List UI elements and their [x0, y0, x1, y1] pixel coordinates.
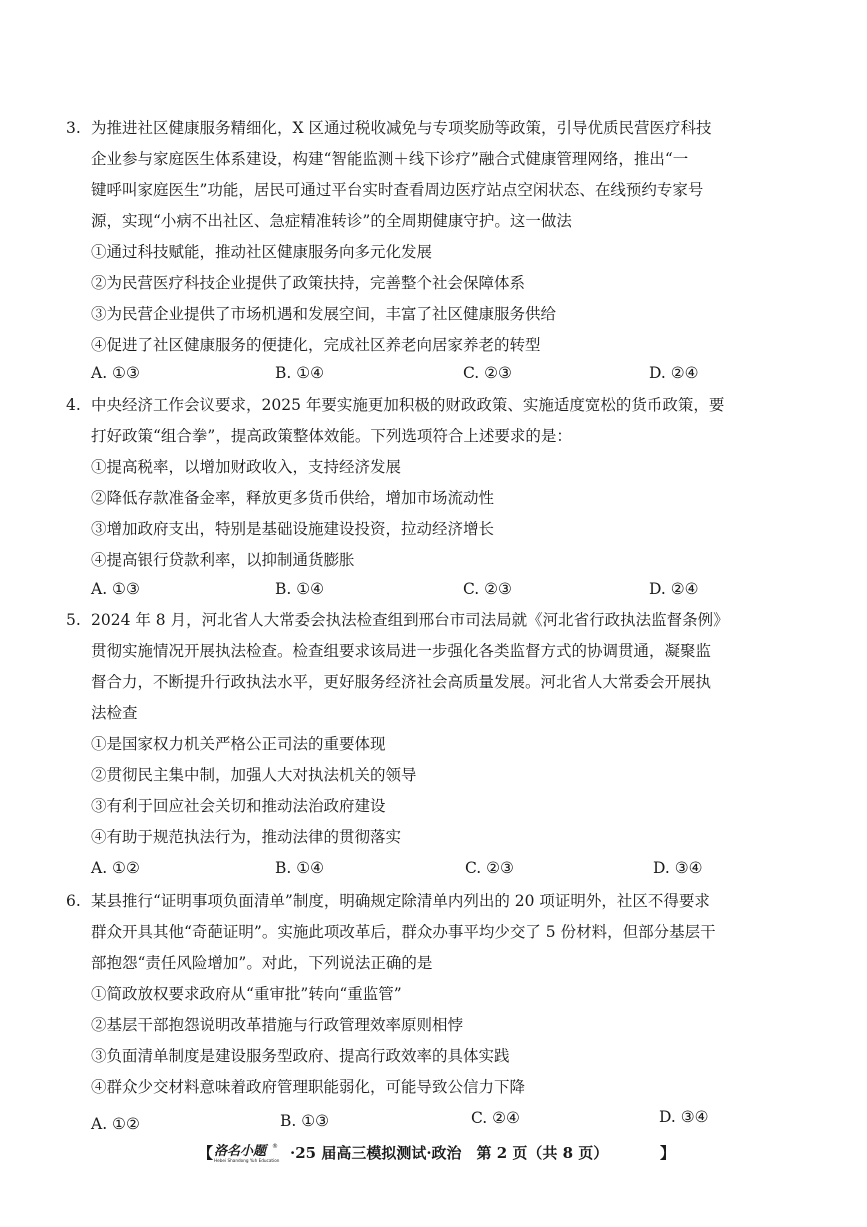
question-stem-line: 某县推行“证明事项负面清单”制度，明确规定除清单内列出的 20 项证明外，社区不得要求	[91, 892, 710, 910]
question-stem-line: 贯彻实施情况开展执法检查。检查组要求该局进一步强化各类监督方式的协调贯通，凝聚监	[91, 642, 712, 660]
question-stem-line: 2024 年 8 月，河北省人大常委会执法检查组到邢台市司法局就《河北省行政执法监督条例》	[91, 611, 729, 629]
question-number: 3.	[66, 119, 81, 137]
statement-3: ③增加政府支出，特别是基础设施建设投资，拉动经济增长	[91, 520, 495, 538]
choice-c[interactable]: C. ②③	[465, 859, 514, 877]
logo-title: 洛名小题	[214, 1144, 267, 1159]
choice-b[interactable]: B. ①④	[275, 364, 325, 382]
choice-d[interactable]: D. ②④	[649, 580, 699, 598]
statement-4: ④有助于规范执法行为，推动法律的贯彻落实	[91, 828, 402, 846]
statement-4: ④群众少交材料意味着政府管理职能弱化，可能导致公信力下降	[91, 1078, 526, 1096]
choice-b[interactable]: B. ①④	[275, 580, 325, 598]
question-stem-line: 部抱怨“责任风险增加”。对此，下列说法正确的是	[91, 954, 433, 972]
question-stem-line: 企业参与家庭医生体系建设，构建“智能监测＋线下诊疗”融合式健康管理网络，推出“一	[91, 150, 689, 168]
choice-c[interactable]: C. ②③	[463, 364, 512, 382]
statement-2: ②基层干部抱怨说明改革措施与行政管理效率原则相悖	[91, 1016, 464, 1034]
choice-d[interactable]: D. ③④	[653, 859, 703, 877]
page-footer	[198, 1141, 678, 1165]
statement-1: ①提高税率，以增加财政收入，支持经济发展	[91, 458, 402, 476]
choice-a[interactable]: A. ①③	[91, 364, 140, 382]
choice-d[interactable]: D. ②④	[649, 364, 699, 382]
logo-graphic	[212, 1142, 288, 1164]
question-stem-line: 法检查	[91, 704, 138, 722]
choice-c[interactable]: C. ②③	[463, 580, 512, 598]
choice-a[interactable]: A. ①②	[91, 859, 140, 877]
statement-1: ①是国家权力机关严格公正司法的重要体现	[91, 735, 386, 753]
statement-3: ③负面清单制度是建设服务型政府、提高行政效率的具体实践	[91, 1047, 510, 1065]
choice-a[interactable]: A. ①②	[91, 1115, 140, 1133]
publisher-logo	[212, 1142, 288, 1164]
statement-2: ②贯彻民主集中制，加强人大对执法机关的领导	[91, 766, 417, 784]
answer-choices	[91, 1108, 791, 1133]
choice-b[interactable]: B. ①④	[275, 859, 325, 877]
question-stem-line: 源，实现“小病不出社区、急症精准转诊”的全周期健康守护。这一做法	[91, 212, 572, 230]
question-number: 6.	[66, 892, 81, 910]
statement-1: ①简政放权要求政府从“重审批”转向“重监管”	[91, 985, 402, 1003]
question-number: 4.	[66, 396, 81, 414]
answer-choices	[91, 362, 791, 384]
question-stem-line: 为推进社区健康服务精细化，X 区通过税收减免与专项奖励等政策，引导优质民营医疗科技	[91, 119, 712, 137]
footer-close-bracket: 】	[660, 1144, 676, 1162]
footer-open-bracket: 【	[198, 1144, 214, 1162]
answer-choices	[91, 857, 791, 879]
statement-2: ②降低存款准备金率，释放更多货币供给，增加市场流动性	[91, 489, 495, 507]
question-stem-line: 打好政策“组合拳”，提高政策整体效能。下列选项符合上述要求的是：	[91, 427, 572, 445]
statement-4: ④促进了社区健康服务的便捷化，完成社区养老向居家养老的转型	[91, 336, 541, 354]
choice-c[interactable]: C. ②④	[471, 1109, 520, 1127]
answer-choices	[91, 578, 791, 600]
choice-a[interactable]: A. ①③	[91, 580, 140, 598]
statement-1: ①通过科技赋能，推动社区健康服务向多元化发展	[91, 243, 433, 261]
question-stem-line: 键呼叫家庭医生”功能，居民可通过平台实时查看周边医疗站点空闲状态、在线预约专家号	[91, 181, 704, 199]
svg-text:®: ®	[272, 1143, 278, 1150]
statement-3: ③有利于回应社会关切和推动法治政府建设	[91, 797, 386, 815]
statement-4: ④提高银行贷款利率，以抑制通货膨胀	[91, 551, 355, 569]
question-stem-line: 中央经济工作会议要求，2025 年要实施更加积极的财政政策、实施适度宽松的货币政策，要	[91, 396, 725, 414]
question-stem-line: 督合力，不断提升行政执法水平，更好服务经济社会高质量发展。河北省人大常委会开展执	[91, 673, 712, 691]
logo-subtitle: Hebei Shandong Yuh Education	[214, 1158, 280, 1163]
statement-2: ②为民营医疗科技企业提供了政策扶持，完善整个社会保障体系	[91, 274, 526, 292]
question-stem-line: 群众开具其他“奇葩证明”。实施此项改革后，群众办事平均少交了 5 份材料，但部分基层干	[91, 923, 716, 941]
choice-b[interactable]: B. ①③	[280, 1112, 330, 1130]
footer-text: ·25 届高三模拟测试·政治 第 2 页（共 8 页）	[290, 1144, 609, 1162]
question-number: 5.	[66, 611, 81, 629]
choice-d[interactable]: D. ③④	[659, 1108, 709, 1126]
statement-3: ③为民营企业提供了市场机遇和发展空间，丰富了社区健康服务供给	[91, 305, 557, 323]
